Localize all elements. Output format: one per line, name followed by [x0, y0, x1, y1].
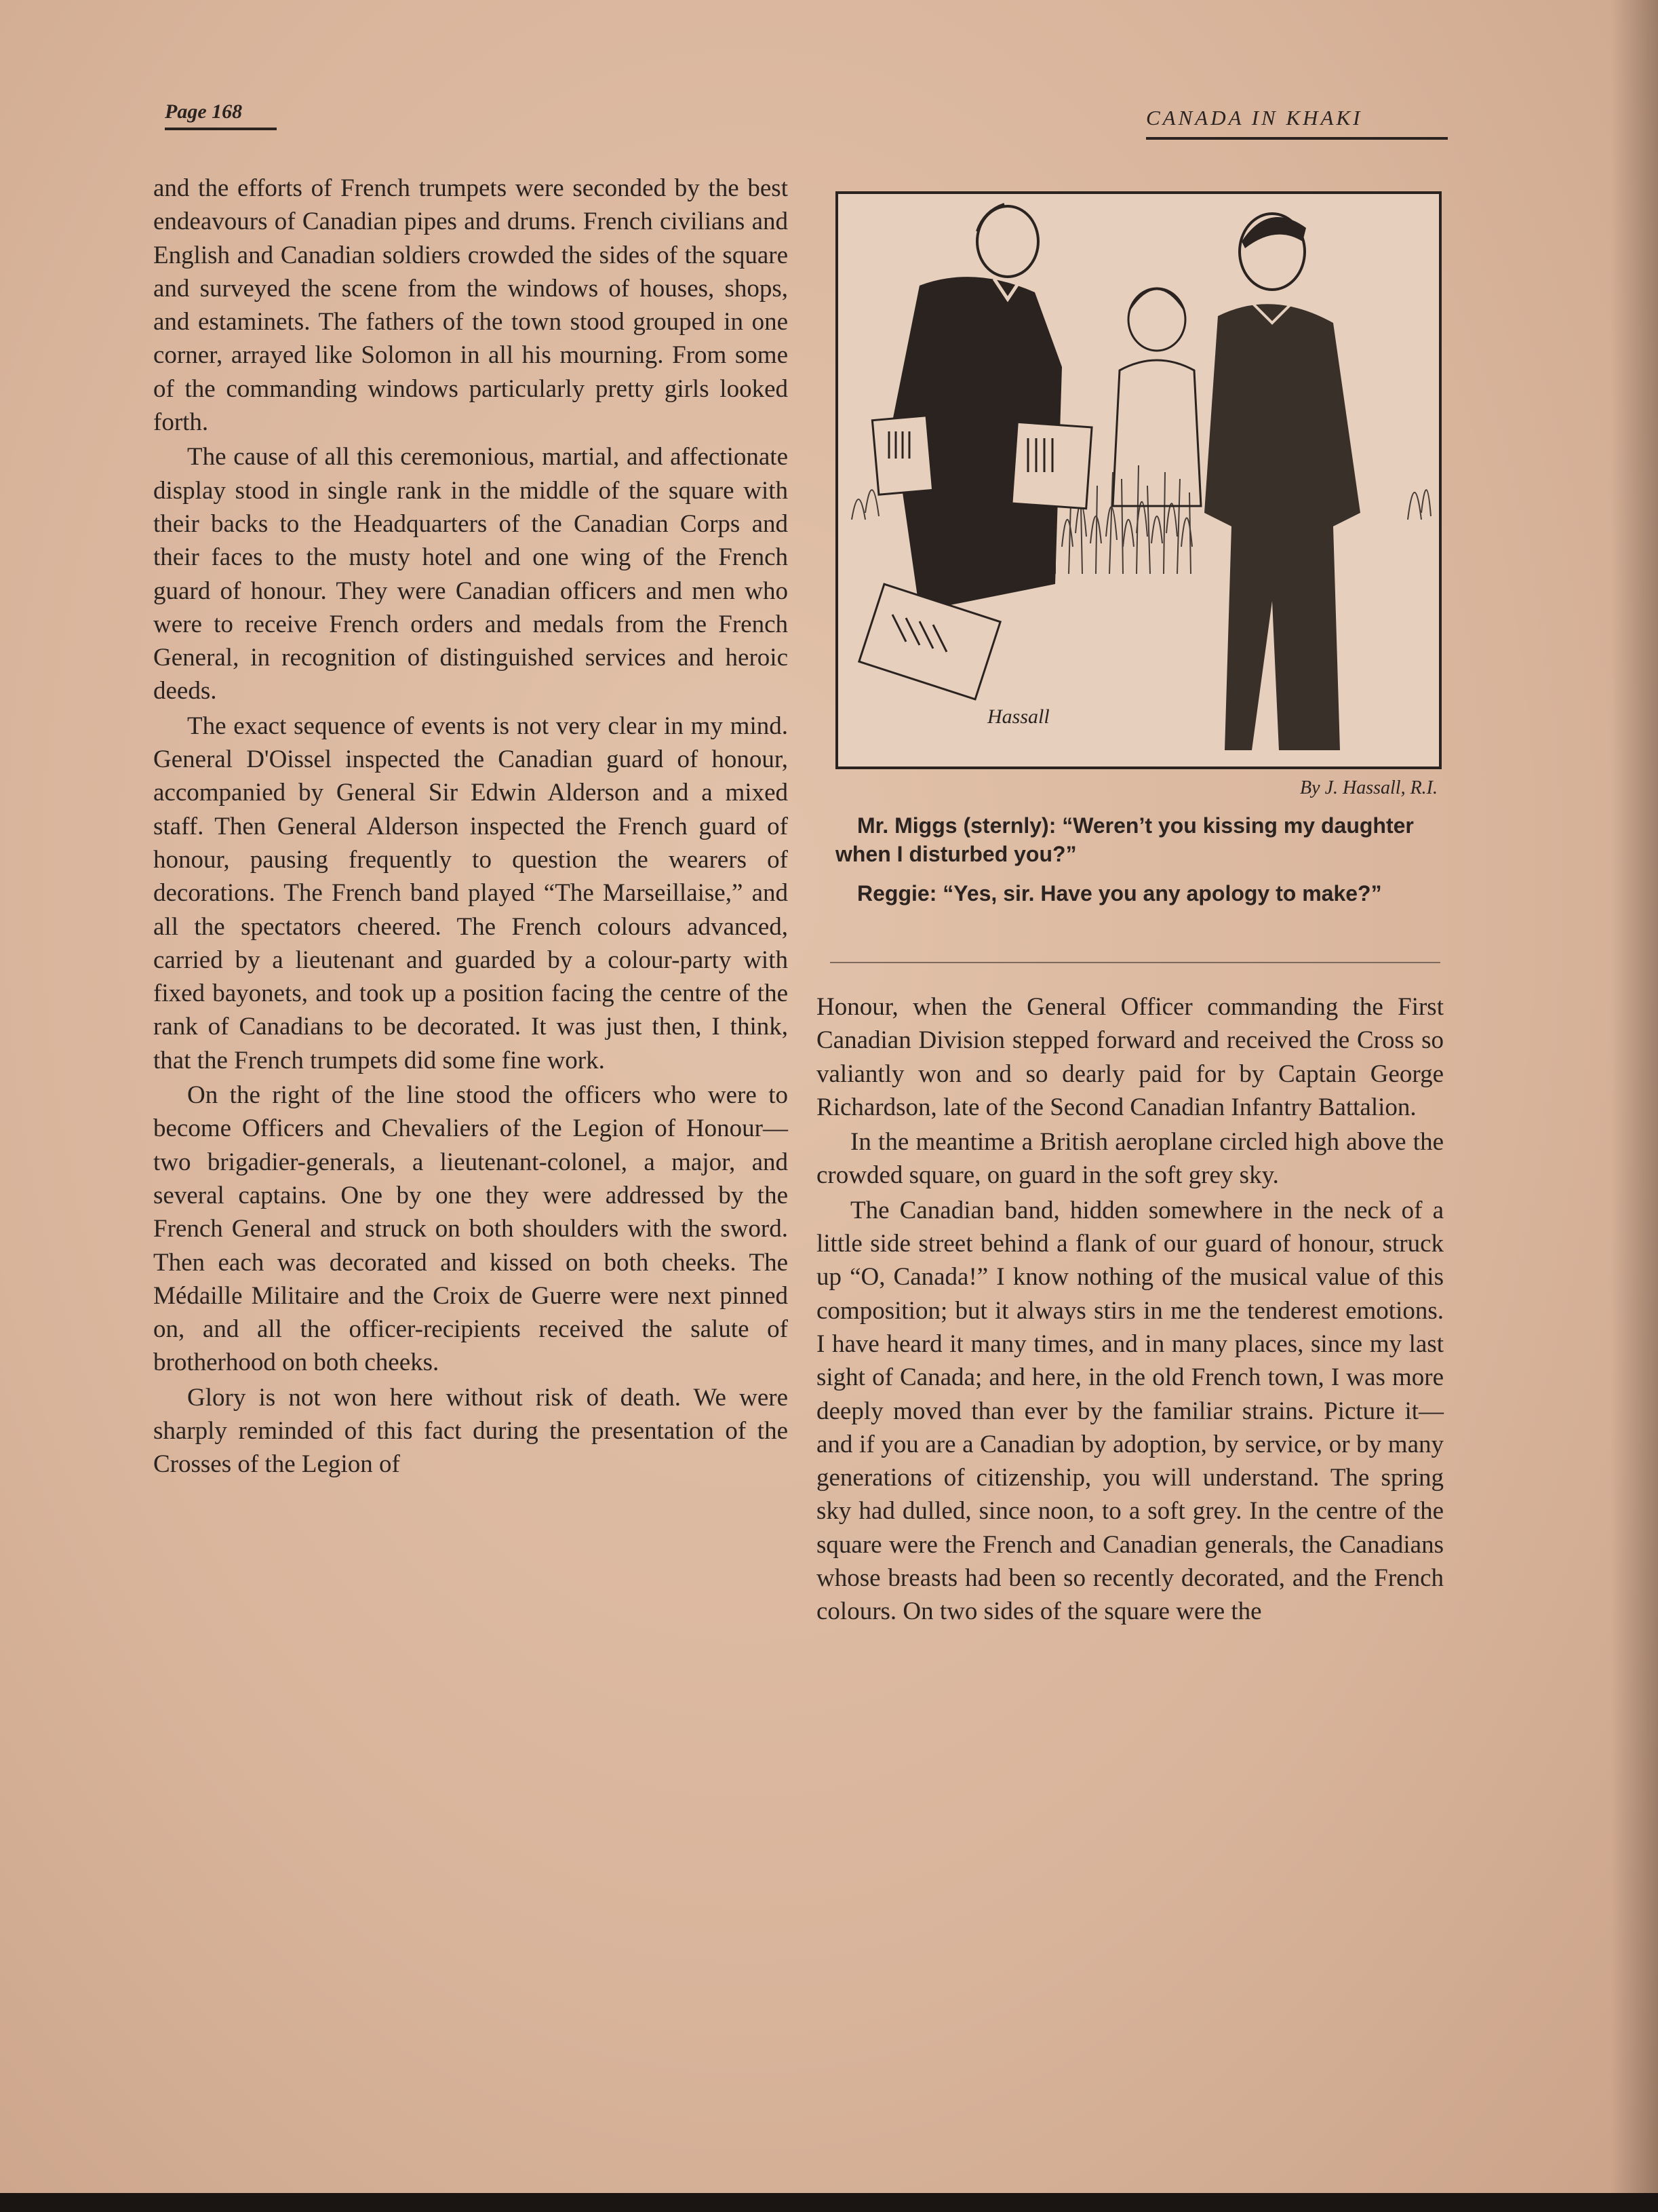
caption-line: Reggie: “Yes, sir. Have you any apology to make?” [857, 881, 1382, 906]
daughter-figure [1113, 288, 1201, 506]
right-column [816, 990, 1444, 1629]
paragraph: In the meantime a British aeroplane circled high above the crowded square, on guard in the soft grey sky. [816, 1128, 1444, 1190]
caption-line: Mr. Miggs (sternly): “Weren’t you kissing my daughter when I disturbed you?” [835, 813, 1414, 866]
running-title: CANADA IN KHAKI [1146, 106, 1448, 140]
paragraph: The cause of all this ceremonious, martial, and affectionate display stood in single rank in the middle of the square with their backs to the Headquarters of the Canadian Corps and their faces to the musty hotel and one wing of the French guard of honour. They were Canadian officers and men who were to receive French orders and medals from the French General, in recognition of distinguished services and heroic deeds. [153, 443, 788, 705]
mr-miggs-figure [859, 204, 1092, 699]
paragraph: and the efforts of French trumpets were seconded by the best endeavours of Canadian pipes and drums. French civilians and English and Canadian soldiers crowded the sides of the square and surveyed the scene from the windows of houses, shops, and estaminets. The fathers of the town stood grouped in one corner, arrayed like Solomon in all his mourning. From some of the commanding windows particularly pretty girls looked forth. [153, 174, 788, 437]
paragraph: The exact sequence of events is not very clear in my mind. General D'Oissel inspected the Canadian guard of honour, accompanied by General Sir Edwin Alderson and a mixed staff. Then General Alderson inspected the French guard of honour, pausing frequently to question the wearers of decorations. The French band played “The Marseillaise,” and all the spectators cheered. The French colours advanced, carried by a lieutenant and guarded by a colour-party with fixed bayonets, and took up a position facing the centre of the rank of Canadians to be decorated. It was just then, I think, that the French trumpets did some fine work. [153, 712, 788, 1074]
illustration-credit: By J. Hassall, R.I. [1300, 777, 1438, 798]
paragraph: Glory is not won here without risk of death. We were sharply reminded of this fact during the presentation of the Crosses of the Legion of [153, 1383, 788, 1479]
cartoon-drawing [838, 194, 1439, 767]
page-bottom-edge [0, 2193, 1658, 2212]
artist-signature: Hassall [987, 705, 1050, 728]
left-column [153, 172, 788, 1481]
paragraph: On the right of the line stood the officers who were to become Officers and Chevaliers of the Legion of Honour—two brigadier-generals, a lieutenant-colonel, a major, and several captains. One by one they were addressed by the French General and struck on both shoulders with the sword. Then each was decorated and kissed on both cheeks. The Médaille Militaire and the Croix de Guerre were next pinned on, and all the officer-recipients received the salute of brotherhood on both cheeks. [153, 1081, 788, 1377]
reggie-figure [1204, 214, 1360, 750]
page-number: Page 168 [165, 100, 277, 130]
paragraph: The Canadian band, hidden somewhere in the neck of a little side street behind a flank of our guard of honour, struck up “O, Canada!” I know nothing of the musical value of this composition; but it always stirs in me the tenderest emotions. I have heard it many times, and in many places, since my last sight of Canada; and here, in the old French town, I was more deeply moved than ever by the familiar strains. Picture it—and if you are a Canadian by adoption, by service, or by many generations of citizenship, you will understand. The spring sky had dulled, since noon, to a soft grey. In the centre of the square were the French and Canadian generals, the Canadians whose breasts had been so recently decorated, and the French colours. On two sides of the square were the [816, 1196, 1444, 1626]
caption-divider [830, 962, 1440, 963]
page-shadow [1611, 0, 1658, 2212]
paragraph: Honour, when the General Officer commanding the First Canadian Division stepped forward and received the Cross so valiantly won and so dearly paid for by Captain George Richardson, late of the Second Canadian Infantry Battalion. [816, 993, 1444, 1121]
cartoon-caption [835, 811, 1446, 908]
cartoon-illustration [835, 191, 1442, 769]
